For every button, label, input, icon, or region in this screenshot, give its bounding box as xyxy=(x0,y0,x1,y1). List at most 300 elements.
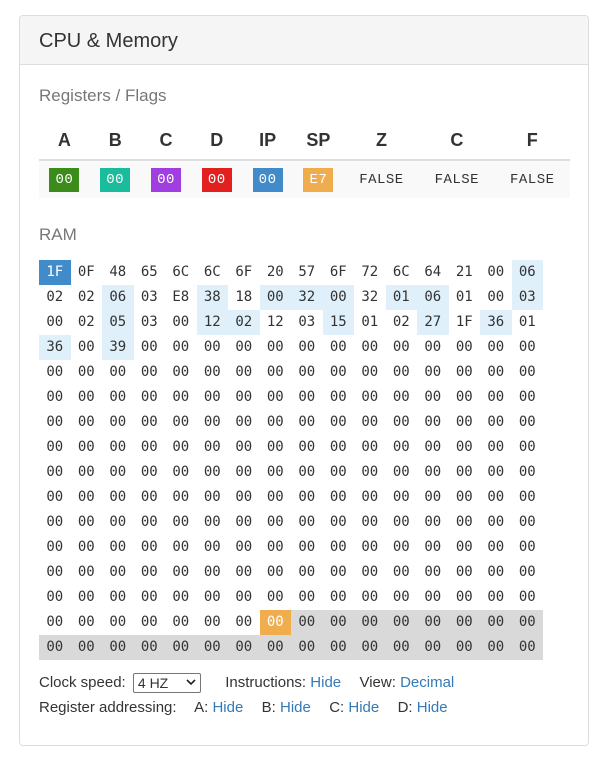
ram-cell: 27 xyxy=(417,310,449,335)
ram-cell: 02 xyxy=(77,289,95,305)
registers-table xyxy=(39,122,570,198)
ram-cell: 6F xyxy=(235,264,253,280)
ram-cell: 00 xyxy=(140,539,158,555)
ram-cell: 00 xyxy=(203,464,221,480)
ram-cell: 6C xyxy=(172,264,190,280)
ram-cell: 00 xyxy=(298,364,316,380)
ram-cell: 00 xyxy=(480,635,512,660)
ram-cell: 01 xyxy=(518,314,536,330)
ram-cell: 1F xyxy=(39,260,71,285)
ram-cell: 00 xyxy=(455,414,473,430)
ram-cell: 00 xyxy=(329,339,347,355)
addressing-b-label: B: xyxy=(261,699,276,716)
ram-cell: 00 xyxy=(109,539,127,555)
ram-cell: 00 xyxy=(518,389,536,405)
ram-cell: 00 xyxy=(291,635,323,660)
ram-cell: 64 xyxy=(424,264,442,280)
ram-cell: 00 xyxy=(203,439,221,455)
ram-cell: 00 xyxy=(203,339,221,355)
ram-cell: 00 xyxy=(46,514,64,530)
ram-cell: 39 xyxy=(102,335,134,360)
ram-cell: 00 xyxy=(392,589,410,605)
ram-cell: 0F xyxy=(77,264,95,280)
controls-row-1 xyxy=(39,670,454,695)
ram-cell: 12 xyxy=(266,314,284,330)
ram-cell: 00 xyxy=(329,389,347,405)
ram-cell: 00 xyxy=(361,364,379,380)
ram-cell: 00 xyxy=(134,635,166,660)
ram-cell: 00 xyxy=(77,514,95,530)
ram-cell: 00 xyxy=(46,464,64,480)
register-d-value: 00 xyxy=(202,168,232,192)
ram-cell: 00 xyxy=(386,635,418,660)
ram-cell: 15 xyxy=(323,310,355,335)
ram-cell: 00 xyxy=(512,610,544,635)
ram-cell: 00 xyxy=(109,614,127,630)
carry-flag-value: FALSE xyxy=(419,160,494,198)
ram-cell: 00 xyxy=(140,614,158,630)
ram-cell: 00 xyxy=(518,589,536,605)
ram-cell: 00 xyxy=(518,414,536,430)
header-sp: SP xyxy=(293,122,344,160)
ram-cell: 00 xyxy=(235,539,253,555)
ram-cell: 00 xyxy=(172,389,190,405)
ram-cell: 00 xyxy=(424,364,442,380)
ram-cell: 00 xyxy=(298,389,316,405)
ram-cell: 00 xyxy=(235,514,253,530)
ram-cell: 00 xyxy=(455,539,473,555)
ram-cell: 00 xyxy=(77,364,95,380)
ram-row xyxy=(39,260,543,285)
ram-cell: 00 xyxy=(392,539,410,555)
clock-speed-select[interactable] xyxy=(133,673,201,693)
ram-cell: 00 xyxy=(266,439,284,455)
ram-cell: 00 xyxy=(102,635,134,660)
ram-cell: 00 xyxy=(329,414,347,430)
ram-cell: 20 xyxy=(266,264,284,280)
ram-cell: 57 xyxy=(298,264,316,280)
ram-cell: 00 xyxy=(298,464,316,480)
ram-cell: 00 xyxy=(77,414,95,430)
addressing-c-hide-link[interactable]: Hide xyxy=(348,699,380,716)
ram-cell: 00 xyxy=(361,439,379,455)
register-b-value: 00 xyxy=(100,168,130,192)
ram-cell: 00 xyxy=(266,514,284,530)
ram-cell: 00 xyxy=(424,389,442,405)
ram-cell: 06 xyxy=(102,285,134,310)
ram-cell: 00 xyxy=(487,464,505,480)
register-addressing-label: Register addressing: xyxy=(39,699,177,716)
ram-cell: 00 xyxy=(235,589,253,605)
ram-cell: 00 xyxy=(361,589,379,605)
ram-cell: 00 xyxy=(329,439,347,455)
ram-cell: 00 xyxy=(266,564,284,580)
ram-cell: 00 xyxy=(455,364,473,380)
ram-cell: 00 xyxy=(487,514,505,530)
ram-cell: 00 xyxy=(266,339,284,355)
header-a: A xyxy=(39,122,90,160)
ram-cell: 00 xyxy=(172,439,190,455)
ram-cell: 00 xyxy=(140,439,158,455)
ram-cell: 00 xyxy=(109,589,127,605)
ram-cell: 00 xyxy=(235,614,253,630)
header-zero-flag: Z xyxy=(344,122,419,160)
ram-cell: 00 xyxy=(197,635,229,660)
ram-cell: 00 xyxy=(487,289,505,305)
ram-cell: 00 xyxy=(518,364,536,380)
ram-cell: 00 xyxy=(392,389,410,405)
ram-cell: 32 xyxy=(291,285,323,310)
ram-cell: 00 xyxy=(203,414,221,430)
ram-row xyxy=(39,460,543,485)
ram-cell: 00 xyxy=(323,285,355,310)
clock-speed-label: Clock speed: xyxy=(39,674,126,691)
ram-cell: 06 xyxy=(417,285,449,310)
ram-cell: 00 xyxy=(172,589,190,605)
ram-cell: 00 xyxy=(361,464,379,480)
ram-cell: 02 xyxy=(77,314,95,330)
ram-cell: 72 xyxy=(361,264,379,280)
ram-cell: 00 xyxy=(109,389,127,405)
ram-cell: 00 xyxy=(203,614,221,630)
clock-speed-value: 4 HZ xyxy=(137,675,169,692)
header-fault-flag: F xyxy=(495,122,570,160)
ram-cell: 00 xyxy=(235,564,253,580)
ram-cell: 00 xyxy=(172,314,190,330)
ram-cell: 03 xyxy=(298,314,316,330)
ram-cell: 00 xyxy=(298,339,316,355)
ram-cell: 00 xyxy=(77,464,95,480)
ram-cell: 00 xyxy=(298,514,316,530)
ram-cell: 00 xyxy=(109,414,127,430)
ram-cell: 00 xyxy=(417,610,449,635)
ram-cell: 00 xyxy=(392,414,410,430)
ram-cell: 05 xyxy=(102,310,134,335)
ram-cell: 00 xyxy=(298,539,316,555)
ram-cell: 36 xyxy=(480,310,512,335)
ram-cell: 00 xyxy=(518,489,536,505)
ram-cell: 00 xyxy=(298,564,316,580)
ram-cell: 00 xyxy=(449,610,481,635)
ram-cell: 01 xyxy=(386,285,418,310)
ram-cell: 00 xyxy=(172,414,190,430)
header-d: D xyxy=(191,122,242,160)
ram-cell: 00 xyxy=(518,539,536,555)
ram-cell: 00 xyxy=(235,464,253,480)
ram-cell: 00 xyxy=(46,389,64,405)
ram-cell: 00 xyxy=(298,414,316,430)
ram-row xyxy=(39,585,543,610)
instructions-label: Instructions: xyxy=(225,674,307,691)
register-c-value: 00 xyxy=(151,168,181,192)
ram-cell: 00 xyxy=(266,414,284,430)
addressing-d-hide-link[interactable]: Hide xyxy=(416,699,448,716)
ram-cell: 00 xyxy=(487,564,505,580)
ram-cell: 00 xyxy=(361,414,379,430)
ram-cell: 00 xyxy=(203,589,221,605)
ram-cell: 00 xyxy=(172,514,190,530)
ram-cell: 00 xyxy=(487,489,505,505)
ram-cell: 00 xyxy=(449,635,481,660)
ram-row xyxy=(39,410,543,435)
header-carry-flag: C xyxy=(419,122,494,160)
ram-cell: 00 xyxy=(140,389,158,405)
ram-row xyxy=(39,560,543,585)
addressing-b-hide-link[interactable]: Hide xyxy=(280,699,311,716)
instructions-hide-link[interactable]: Hide xyxy=(310,674,342,691)
header-b: B xyxy=(90,122,141,160)
ram-cell: 00 xyxy=(424,414,442,430)
ram-cell: 00 xyxy=(392,439,410,455)
ram-cell: 00 xyxy=(203,514,221,530)
addressing-a-label: A: xyxy=(194,699,209,716)
ram-cell: 00 xyxy=(235,339,253,355)
ram-cell: 00 xyxy=(266,489,284,505)
ram-cell: 00 xyxy=(266,589,284,605)
addressing-d-label: D: xyxy=(397,699,413,716)
ram-cell: 00 xyxy=(165,635,197,660)
ram-cell: 00 xyxy=(487,589,505,605)
ram-cell: 00 xyxy=(266,464,284,480)
ram-cell: 00 xyxy=(235,489,253,505)
ram-cell: 00 xyxy=(361,514,379,530)
ram-cell: 00 xyxy=(487,389,505,405)
ram-cell: 00 xyxy=(77,339,95,355)
ram-section-title: RAM xyxy=(39,225,77,244)
fault-flag-value: FALSE xyxy=(495,160,570,198)
ram-cell: 00 xyxy=(323,610,355,635)
ram-cell: 00 xyxy=(392,489,410,505)
ram-cell: 00 xyxy=(109,489,127,505)
ram-cell: 00 xyxy=(392,464,410,480)
ram-cell: 00 xyxy=(266,364,284,380)
ram-cell: 00 xyxy=(46,614,64,630)
ram-cell: 00 xyxy=(487,264,505,280)
view-label: View: xyxy=(359,674,396,691)
ram-cell: 00 xyxy=(109,514,127,530)
ram-cell: 00 xyxy=(512,635,544,660)
ram-row xyxy=(39,335,543,360)
cpu-memory-panel xyxy=(19,15,589,746)
ram-cell: 00 xyxy=(455,589,473,605)
ram-cell: 00 xyxy=(172,464,190,480)
ram-cell: 00 xyxy=(109,564,127,580)
ram-cell: 00 xyxy=(109,439,127,455)
ram-cell: 00 xyxy=(424,489,442,505)
ram-cell: 6F xyxy=(329,264,347,280)
ram-cell: 00 xyxy=(455,389,473,405)
view-decimal-link[interactable]: Decimal xyxy=(400,674,455,691)
ram-cell: 00 xyxy=(46,364,64,380)
ram-cell: 00 xyxy=(487,339,505,355)
ram-cell: 00 xyxy=(455,564,473,580)
ram-row xyxy=(39,535,543,560)
ram-cell: 02 xyxy=(228,310,260,335)
ram-cell: 00 xyxy=(77,389,95,405)
ram-cell: 00 xyxy=(298,489,316,505)
register-a-value: 00 xyxy=(49,168,79,192)
header-ip: IP xyxy=(242,122,293,160)
ram-cell: 00 xyxy=(109,464,127,480)
ram-cell: 18 xyxy=(235,289,253,305)
ram-cell: 00 xyxy=(424,339,442,355)
ram-cell: 00 xyxy=(424,514,442,530)
ram-cell: 00 xyxy=(46,314,64,330)
ram-cell: 01 xyxy=(361,314,379,330)
ram-cell: 00 xyxy=(260,635,292,660)
ram-cell: 00 xyxy=(298,439,316,455)
ram-cell: 00 xyxy=(46,489,64,505)
ram-row xyxy=(39,385,543,410)
ram-cell: 00 xyxy=(140,589,158,605)
ram-cell: 00 xyxy=(455,489,473,505)
ram-cell: 00 xyxy=(392,339,410,355)
panel-heading xyxy=(20,16,588,65)
ram-cell: 01 xyxy=(455,289,473,305)
controls xyxy=(39,670,454,720)
ram-cell: 02 xyxy=(392,314,410,330)
ram-cell: 00 xyxy=(46,439,64,455)
ram-cell: 12 xyxy=(197,310,229,335)
register-ip-value: 00 xyxy=(253,168,283,192)
ram-cell: 00 xyxy=(518,564,536,580)
ram-cell: 00 xyxy=(329,364,347,380)
ram-cell: 21 xyxy=(455,264,473,280)
ram-cell: 00 xyxy=(480,610,512,635)
ram-cell: 00 xyxy=(424,539,442,555)
ram-cell: 00 xyxy=(140,364,158,380)
ram-cell: 00 xyxy=(329,589,347,605)
registers-values-row xyxy=(39,160,570,198)
ram-cell: 00 xyxy=(424,564,442,580)
ram-cell: 00 xyxy=(487,364,505,380)
ram-cell: 00 xyxy=(172,364,190,380)
ram-cell: 00 xyxy=(39,635,71,660)
ram-cell: 00 xyxy=(77,564,95,580)
ram-cell: 00 xyxy=(354,635,386,660)
ram-cell: 00 xyxy=(424,464,442,480)
ram-cell: 00 xyxy=(46,564,64,580)
ram-row xyxy=(39,610,543,635)
controls-row-2 xyxy=(39,695,454,720)
addressing-c-label: C: xyxy=(329,699,345,716)
ram-cell: 00 xyxy=(487,414,505,430)
ram-row xyxy=(39,360,543,385)
ram-cell: 00 xyxy=(298,589,316,605)
ram-cell: 00 xyxy=(361,539,379,555)
ram-cell: 00 xyxy=(487,539,505,555)
ram-grid xyxy=(39,260,543,660)
ram-cell: 00 xyxy=(46,414,64,430)
ram-cell: 38 xyxy=(197,285,229,310)
ram-cell: 00 xyxy=(361,339,379,355)
zero-flag-value: FALSE xyxy=(344,160,419,198)
ram-cell: 00 xyxy=(392,364,410,380)
ram-cell: 00 xyxy=(235,364,253,380)
ram-cell: 00 xyxy=(77,589,95,605)
ram-cell: 00 xyxy=(77,539,95,555)
ram-row xyxy=(39,310,543,335)
ram-cell: 00 xyxy=(140,564,158,580)
ram-cell: 00 xyxy=(329,464,347,480)
ram-cell: 00 xyxy=(361,564,379,580)
ram-cell: 00 xyxy=(329,539,347,555)
ram-cell: 00 xyxy=(77,614,95,630)
ram-cell: 03 xyxy=(140,289,158,305)
ram-cell: 00 xyxy=(392,514,410,530)
ram-cell: 00 xyxy=(260,610,292,635)
chevron-down-icon xyxy=(186,677,196,687)
ram-cell: 00 xyxy=(140,464,158,480)
ram-cell: 00 xyxy=(260,285,292,310)
ram-cell: 00 xyxy=(361,389,379,405)
ram-cell: 65 xyxy=(140,264,158,280)
ram-cell: 00 xyxy=(361,489,379,505)
ram-cell: 00 xyxy=(518,514,536,530)
ram-cell: 00 xyxy=(140,339,158,355)
addressing-a-hide-link[interactable]: Hide xyxy=(212,699,244,716)
ram-cell: 00 xyxy=(455,439,473,455)
ram-cell: 00 xyxy=(518,339,536,355)
ram-cell: 32 xyxy=(361,289,379,305)
ram-cell: 00 xyxy=(354,610,386,635)
ram-cell: 00 xyxy=(235,389,253,405)
ram-cell: 6C xyxy=(392,264,410,280)
ram-row xyxy=(39,510,543,535)
ram-cell: 00 xyxy=(329,564,347,580)
ram-cell: 00 xyxy=(203,364,221,380)
ram-cell: 00 xyxy=(455,339,473,355)
ram-cell: 00 xyxy=(323,635,355,660)
ram-cell: 00 xyxy=(518,464,536,480)
ram-cell: 00 xyxy=(203,564,221,580)
ram-cell: 00 xyxy=(228,635,260,660)
ram-cell: 00 xyxy=(235,414,253,430)
ram-cell: 00 xyxy=(329,514,347,530)
ram-cell: 00 xyxy=(392,564,410,580)
ram-cell: 02 xyxy=(46,289,64,305)
ram-cell: 00 xyxy=(266,539,284,555)
ram-cell: 00 xyxy=(424,589,442,605)
ram-cell: 00 xyxy=(417,635,449,660)
ram-cell: 00 xyxy=(487,439,505,455)
register-sp-value: E7 xyxy=(303,168,333,192)
ram-cell: 00 xyxy=(172,489,190,505)
ram-cell: 03 xyxy=(140,314,158,330)
ram-cell: 6C xyxy=(203,264,221,280)
ram-cell: 00 xyxy=(46,589,64,605)
ram-row xyxy=(39,485,543,510)
ram-cell: 00 xyxy=(203,389,221,405)
ram-cell: 00 xyxy=(172,339,190,355)
ram-cell: 00 xyxy=(77,439,95,455)
ram-cell: 00 xyxy=(455,514,473,530)
ram-cell: 03 xyxy=(512,285,544,310)
ram-cell: 00 xyxy=(266,389,284,405)
ram-cell: 00 xyxy=(140,514,158,530)
ram-cell: 36 xyxy=(39,335,71,360)
panel-title: CPU & Memory xyxy=(39,30,178,52)
ram-cell: 00 xyxy=(172,614,190,630)
ram-cell: 00 xyxy=(140,414,158,430)
ram-cell: E8 xyxy=(172,289,190,305)
ram-cell: 00 xyxy=(172,539,190,555)
ram-cell: 00 xyxy=(518,439,536,455)
ram-cell: 00 xyxy=(203,539,221,555)
ram-cell: 00 xyxy=(46,539,64,555)
ram-cell: 00 xyxy=(291,610,323,635)
ram-row xyxy=(39,435,543,460)
